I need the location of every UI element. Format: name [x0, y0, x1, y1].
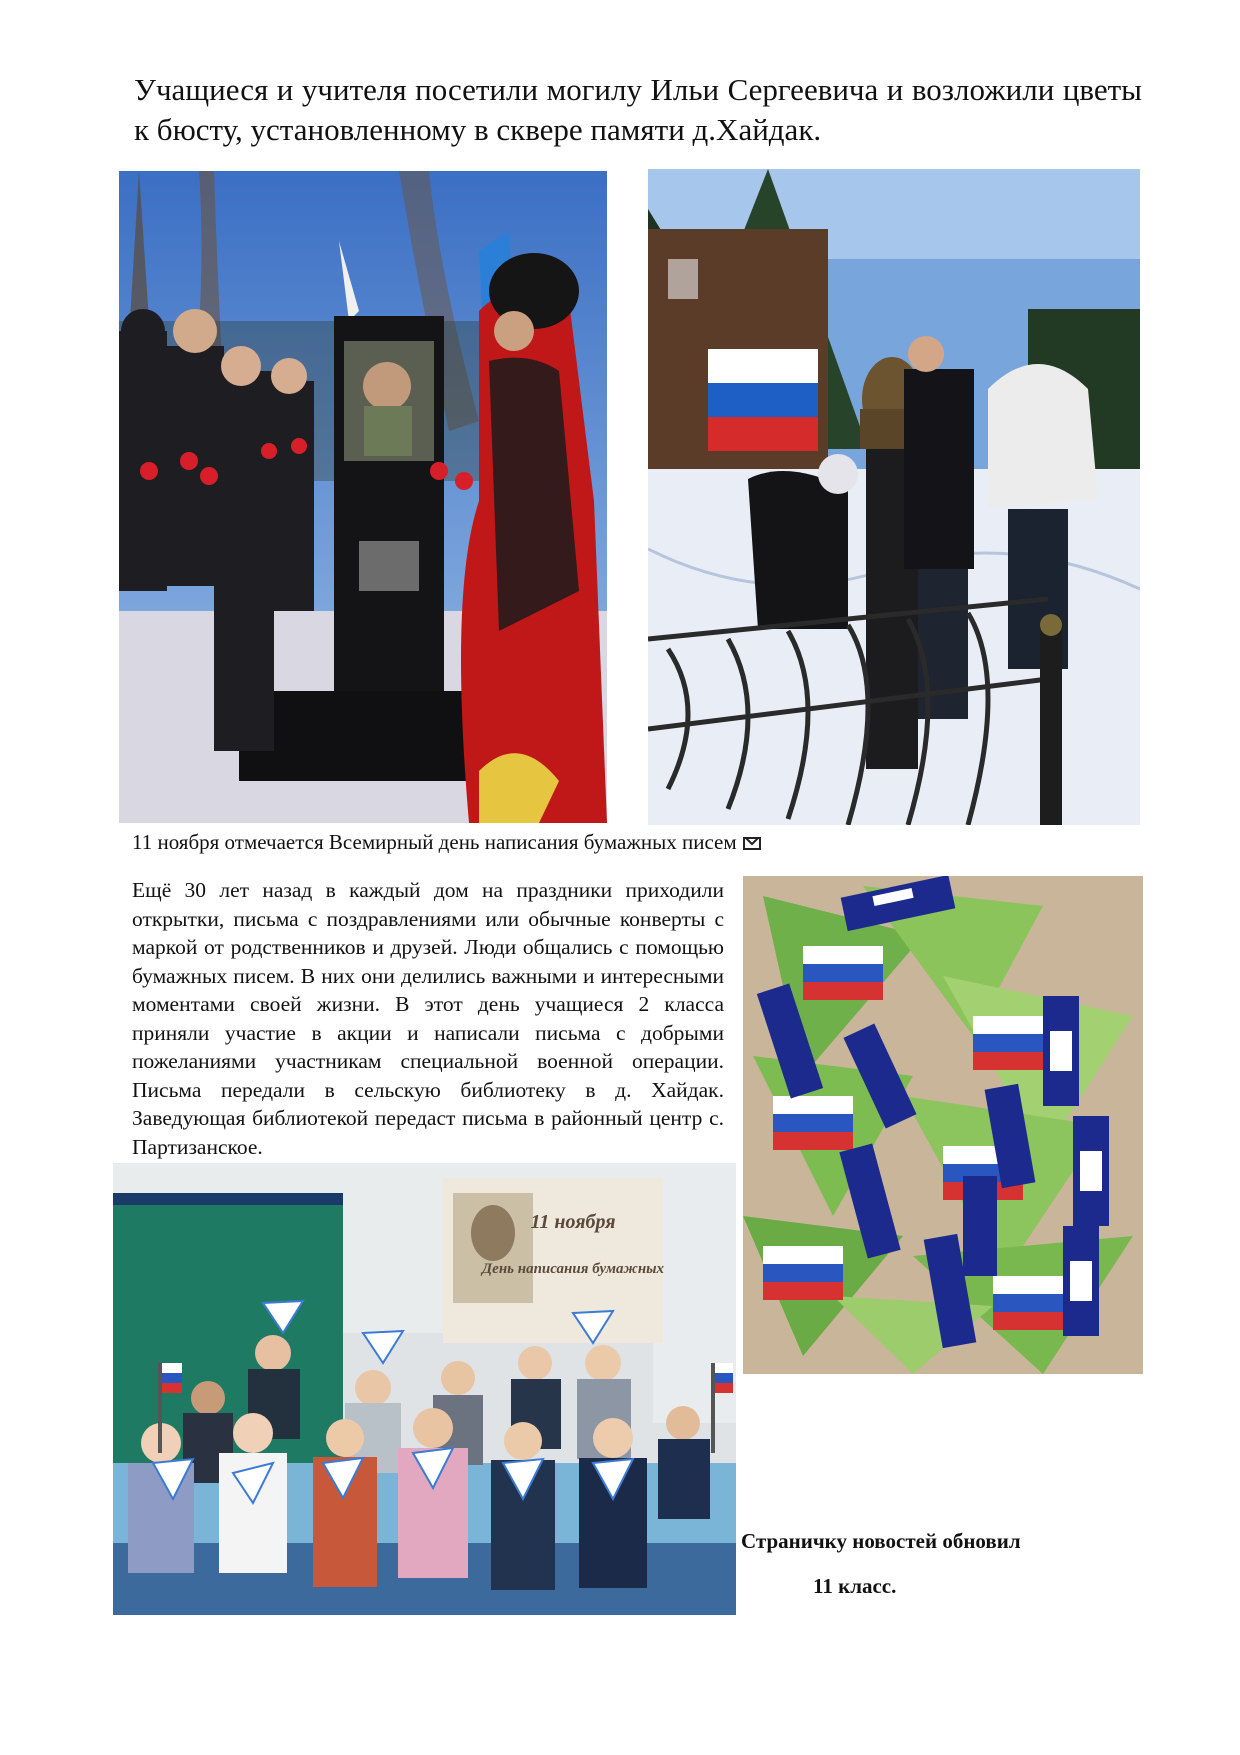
- grave-memorial-photo: [119, 171, 607, 823]
- letters-candy-photo: [743, 876, 1143, 1374]
- caption-text: 11 ноября отмечается Всемирный день написания бумажных писем: [132, 830, 737, 854]
- screen-date: 11 ноября: [530, 1211, 616, 1233]
- article-body: Ещё 30 лет назад в каждый дом на праздники приходили открытки, письма с поздравлениями или обычные конверты с маркой от родственников и друзей. Люди общались с помощью бумажных писем. В них они делились важными и интересными моментами своей жизни. В этот день учащиеся 2 класса приняли участие в акции и написали письма с добрыми пожеланиями участникам специальной военной операции. Письма передали в сельскую библиотеку в д. Хайдак. Заведующая библиотекой передаст письма в районный центр с. Партизанское.: [132, 878, 724, 1159]
- signature-line-2: 11 класс.: [813, 1574, 897, 1598]
- screen-title: День написания бумажных: [481, 1261, 665, 1277]
- envelope-icon: [743, 837, 761, 850]
- page-heading: Учащиеся и учителя посетили могилу Ильи Сергеевича и возложили цветы к бюсту, установленному в сквере памяти д.Хайдак.: [134, 72, 1142, 147]
- bust-memorial-photo: [648, 169, 1140, 825]
- caption: [132, 828, 761, 856]
- classroom-photo: [113, 1163, 736, 1615]
- signature-line-1: Страничку новостей обновил: [741, 1529, 1021, 1553]
